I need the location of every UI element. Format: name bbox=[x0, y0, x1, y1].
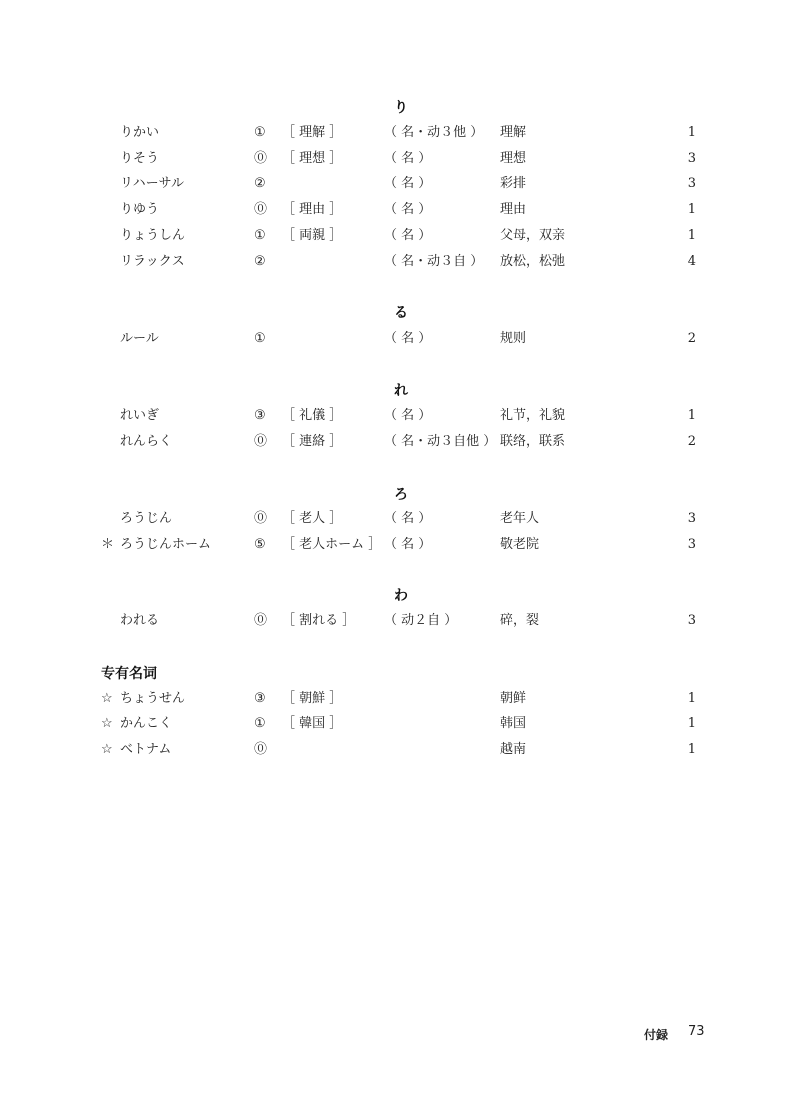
entry-accent: ① bbox=[254, 331, 266, 346]
entry-accent: ③ bbox=[254, 691, 266, 706]
entry-accent: ① bbox=[254, 125, 266, 140]
entry-lesson: 3 bbox=[687, 537, 696, 552]
entry-accent: ⓪ bbox=[254, 511, 268, 526]
vocab-row bbox=[0, 405, 800, 427]
entry-part-of-speech: （ 名 ） bbox=[384, 537, 432, 552]
entry-meaning: 规则 bbox=[500, 331, 527, 346]
vocab-row bbox=[0, 739, 800, 761]
entry-kana: りょうしん bbox=[120, 228, 186, 243]
entry-kana: ろうじん bbox=[120, 511, 173, 526]
entry-lesson: 1 bbox=[687, 742, 696, 757]
entry-kanji: ［ 理解 ］ bbox=[282, 125, 343, 140]
entry-meaning: 礼节，礼貌 bbox=[500, 408, 566, 423]
entry-kana: リハーサル bbox=[120, 176, 184, 191]
vocab-row bbox=[0, 173, 800, 195]
entry-kana: ちょうせん bbox=[120, 691, 186, 706]
entry-meaning: 联络，联系 bbox=[500, 434, 566, 449]
entry-lesson: 1 bbox=[687, 691, 696, 706]
entry-lesson: 3 bbox=[687, 511, 696, 526]
page-number: 73 bbox=[688, 1024, 705, 1039]
entry-kana: ベトナム bbox=[120, 742, 172, 757]
appendix-label: 付録 bbox=[644, 1028, 669, 1042]
vocab-row bbox=[0, 122, 800, 144]
entry-kana: かんこく bbox=[120, 716, 173, 731]
entry-part-of-speech: （ 名 ） bbox=[384, 151, 432, 166]
entry-kanji: ［ 老人ホーム ］ bbox=[282, 537, 382, 552]
entry-meaning: 朝鲜 bbox=[500, 691, 527, 706]
vocab-row bbox=[0, 328, 800, 350]
entry-part-of-speech: （ 名 ） bbox=[384, 408, 432, 423]
entry-part-of-speech: （ 名 ） bbox=[384, 511, 432, 526]
entry-lesson: 3 bbox=[687, 613, 696, 628]
entry-meaning: 老年人 bbox=[500, 511, 540, 526]
entry-lesson: 2 bbox=[687, 434, 696, 449]
section-head-ru: る bbox=[394, 305, 408, 321]
entry-kana: れいぎ bbox=[120, 408, 160, 423]
entry-lesson: 1 bbox=[687, 408, 696, 423]
entry-kanji: ［ 理由 ］ bbox=[282, 202, 343, 217]
star-icon: ☆ bbox=[101, 691, 113, 706]
entry-kanji: ［ 礼儀 ］ bbox=[282, 408, 343, 423]
entry-accent: ⑤ bbox=[254, 537, 266, 552]
entry-part-of-speech: （ 名 ） bbox=[384, 331, 432, 346]
vocab-row bbox=[0, 713, 800, 735]
entry-meaning: 越南 bbox=[500, 742, 527, 757]
vocab-row bbox=[0, 534, 800, 556]
entry-lesson: 1 bbox=[687, 202, 696, 217]
entry-kanji: ［ 朝鮮 ］ bbox=[282, 691, 343, 706]
vocab-row bbox=[0, 431, 800, 453]
entry-lesson: 1 bbox=[687, 228, 696, 243]
entry-part-of-speech: （ 名・动３自他 ） bbox=[384, 434, 497, 449]
entry-accent: ⓪ bbox=[254, 434, 268, 449]
entry-accent: ② bbox=[254, 176, 266, 191]
entry-kanji: ［ 連絡 ］ bbox=[282, 434, 343, 449]
entry-kana: りゆう bbox=[120, 202, 160, 217]
entry-lesson: 1 bbox=[687, 716, 696, 731]
star-icon: ☆ bbox=[101, 742, 113, 757]
entry-kana: りかい bbox=[120, 125, 160, 140]
entry-part-of-speech: （ 名・动３自 ） bbox=[384, 254, 484, 269]
section-head-ri: り bbox=[394, 100, 408, 116]
entry-meaning: 碎，裂 bbox=[500, 613, 540, 628]
vocab-row bbox=[0, 508, 800, 530]
entry-meaning: 放松，松弛 bbox=[500, 254, 566, 269]
entry-accent: ① bbox=[254, 228, 266, 243]
entry-mark: ＊ bbox=[101, 537, 115, 552]
entry-accent: ⓪ bbox=[254, 202, 268, 217]
section-head-re: れ bbox=[394, 383, 408, 399]
entry-kana: れんらく bbox=[120, 434, 173, 449]
entry-meaning: 理解 bbox=[500, 125, 527, 140]
entry-part-of-speech: （ 名 ） bbox=[384, 202, 432, 217]
entry-lesson: 1 bbox=[687, 125, 696, 140]
proper-nouns-heading: 专有名词 bbox=[101, 666, 157, 682]
entry-accent: ① bbox=[254, 716, 266, 731]
entry-meaning: 父母，双亲 bbox=[500, 228, 566, 243]
vocab-row bbox=[0, 610, 800, 632]
section-head-ro: ろ bbox=[394, 487, 408, 503]
vocab-row bbox=[0, 199, 800, 221]
entry-part-of-speech: （ 名 ） bbox=[384, 176, 432, 191]
entry-kanji: ［ 割れる ］ bbox=[282, 613, 356, 628]
entry-kanji: ［ 理想 ］ bbox=[282, 151, 343, 166]
entry-kana: われる bbox=[120, 613, 160, 628]
entry-part-of-speech: （ 名 ） bbox=[384, 228, 432, 243]
entry-accent: ③ bbox=[254, 408, 266, 423]
vocab-row bbox=[0, 225, 800, 247]
entry-lesson: 3 bbox=[687, 176, 696, 191]
entry-lesson: 4 bbox=[687, 254, 696, 269]
entry-meaning: 敬老院 bbox=[500, 537, 540, 552]
entry-kana: リラックス bbox=[120, 254, 185, 269]
entry-kana: りそう bbox=[120, 151, 160, 166]
entry-kana: ルール bbox=[120, 331, 159, 346]
vocab-row bbox=[0, 688, 800, 710]
entry-accent: ⓪ bbox=[254, 742, 268, 757]
entry-meaning: 韩国 bbox=[500, 716, 527, 731]
entry-accent: ⓪ bbox=[254, 151, 268, 166]
entry-kanji: ［ 老人 ］ bbox=[282, 511, 343, 526]
entry-meaning: 彩排 bbox=[500, 176, 527, 191]
entry-kana: ろうじんホーム bbox=[120, 537, 212, 552]
entry-meaning: 理想 bbox=[500, 151, 527, 166]
entry-part-of-speech: （ 动２自 ） bbox=[384, 613, 458, 628]
entry-part-of-speech: （ 名・动３他 ） bbox=[384, 125, 484, 140]
entry-meaning: 理由 bbox=[500, 202, 527, 217]
entry-lesson: 2 bbox=[687, 331, 696, 346]
star-icon: ☆ bbox=[101, 716, 113, 731]
entry-lesson: 3 bbox=[687, 151, 696, 166]
entry-accent: ② bbox=[254, 254, 266, 269]
entry-accent: ⓪ bbox=[254, 613, 268, 628]
entry-kanji: ［ 韓国 ］ bbox=[282, 716, 343, 731]
section-head-wa: わ bbox=[394, 588, 408, 604]
entry-kanji: ［ 両親 ］ bbox=[282, 228, 343, 243]
vocab-row bbox=[0, 251, 800, 273]
vocab-row bbox=[0, 148, 800, 170]
